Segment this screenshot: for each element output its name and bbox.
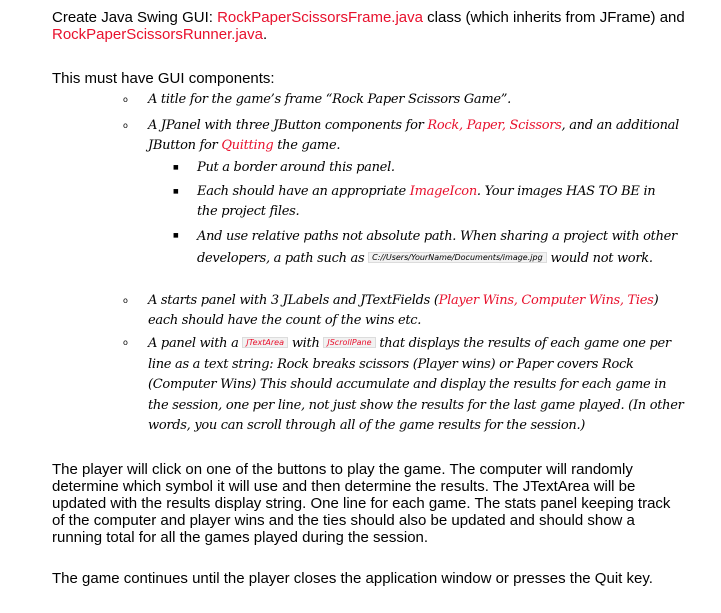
bullet-title: o: [123, 95, 128, 104]
results-text-2: with: [288, 336, 324, 351]
item-stats-panel: [148, 291, 688, 331]
bullet-paths: ■: [173, 232, 179, 239]
intro-text-2: class (which inherits from JFrame) and: [422, 9, 685, 26]
item-results-panel: [148, 333, 688, 437]
stats-text-2: ) each should have the count of the wins etc.: [148, 293, 659, 328]
bullet-jpanel: o: [123, 121, 128, 130]
results-text-3: that displays the results of each game one per line as a text string: Rock breaks scissors (Player wins) or Paper covers Rock (Computer Wins) This should accumulate and display the results for each game in the session, one per line, not just show the results for the last game played. (In other words, you can scroll through all of the game results for the session.): [148, 336, 684, 433]
assignment-intro: [52, 9, 712, 43]
item-jpanel: [148, 116, 688, 156]
stats-text-1: A starts panel with 3 JLabels and JTextFields (: [148, 293, 439, 308]
gameplay-paragraph: The player will click on one of the buttons to play the game. The computer will randomly determine which symbol it will use and then determine the results. The JTextArea will be updated with the results display string. One line for each game. The stats panel keeping track of the computer and player wins and the ties should also be updated and should show a running total for all the games played during the session.: [52, 461, 671, 546]
subitem-border: Put a border around this panel.: [197, 160, 395, 175]
subitem-paths: [197, 226, 677, 269]
imageicon-text-2: . Your images HAS TO BE in the project files.: [197, 184, 656, 219]
item-title: A title for the game’s frame “Rock Paper Scissors Game”.: [148, 92, 511, 107]
jpanel-text-2: , and an additional JButton for: [148, 118, 679, 153]
requirements-heading: This must have GUI components:: [52, 70, 275, 87]
rock-paper-scissors-label: Rock, Paper, Scissors: [427, 118, 562, 133]
paths-text-1: And use relative paths not absolute path. When sharing a project with other developers, a path such as: [197, 229, 677, 266]
bullet-results: o: [123, 338, 128, 347]
subitem-imageicon: [197, 182, 677, 222]
intro-text-1: Create Java Swing GUI:: [52, 9, 218, 26]
jscrollpane-code: JScrollPane: [323, 337, 375, 348]
runner-file-name: RockPaperScissorsRunner.java: [52, 26, 263, 43]
imageicon-text-1: Each should have an appropriate: [197, 184, 410, 199]
bullet-stats: o: [123, 296, 128, 305]
imageicon-label: ImageIcon: [409, 184, 477, 199]
paths-text-2: would not work.: [546, 251, 653, 266]
frame-file-name: RockPaperScissorsFrame.java: [217, 9, 423, 26]
quitting-label: Quitting: [221, 138, 274, 153]
results-text-1: A panel with a: [148, 336, 243, 351]
game-end-paragraph: The game continues until the player closes the application window or presses the Quit key.: [52, 570, 653, 587]
jpanel-text-3: the game.: [273, 138, 341, 153]
jpanel-text-1: A JPanel with three JButton components for: [148, 118, 428, 133]
absolute-path-code: C://Users/YourName/Documents/image.jpg: [368, 252, 546, 263]
intro-text-3: .: [262, 26, 268, 43]
wins-labels: Player Wins, Computer Wins, Ties: [438, 293, 654, 308]
bullet-border: ■: [173, 164, 179, 171]
bullet-imageicon: ■: [173, 188, 179, 195]
jtextarea-code: JTextArea: [242, 337, 288, 348]
